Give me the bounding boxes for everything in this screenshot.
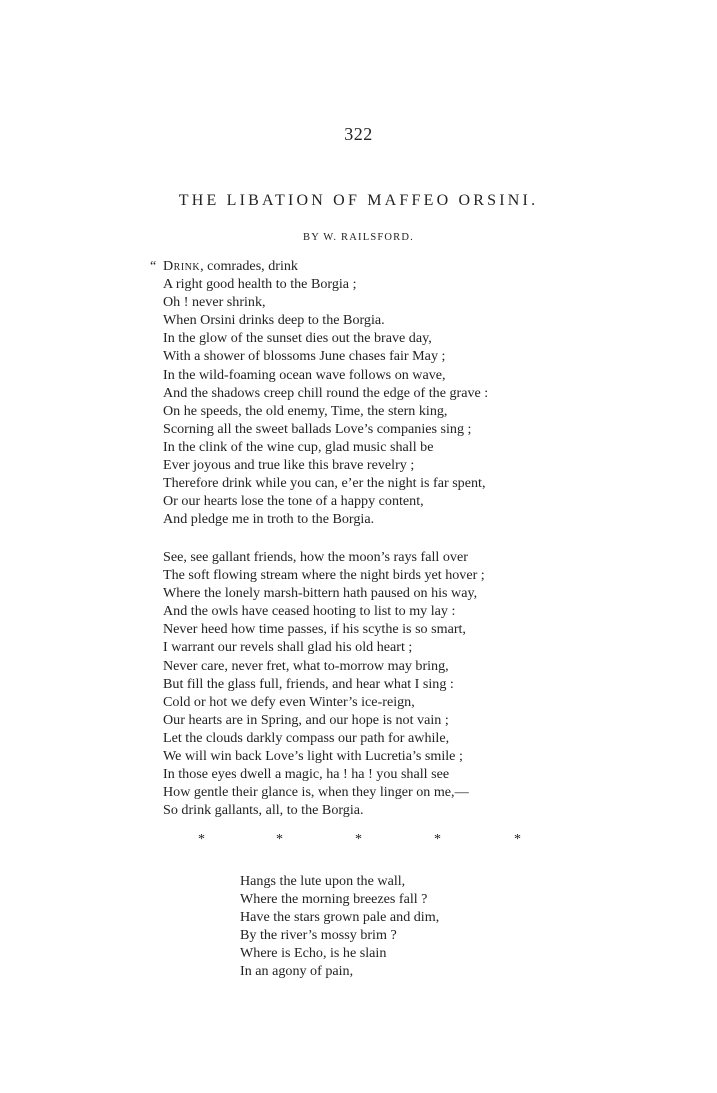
page-number: 322 [344, 124, 373, 144]
poem-line: See, see gallant friends, how the moon’s rays fall over [163, 549, 468, 565]
poem-line: And the owls have ceased hooting to list to my lay : [163, 603, 456, 620]
poem-line: Oh ! never shrink, [163, 294, 266, 311]
poem-line: In the wild-foaming ocean wave follows on wave, [163, 366, 446, 383]
poem-line: Therefore drink while you can, e’er the night is far spent, [163, 475, 486, 492]
stanza-2 [163, 548, 485, 819]
section-separator [0, 832, 717, 852]
poem-line: Never care, never fret, what to-morrow may bring, [163, 657, 449, 674]
poem-line: In an agony of pain, [240, 963, 354, 980]
poem-line: How gentle their glance is, when they linger on me,— [163, 784, 469, 801]
poem-line: Where is Echo, is he slain [240, 945, 387, 962]
poem-line: The soft flowing stream where the night birds yet hover ; [163, 567, 485, 584]
poem-line: And the shadows creep chill round the edge of the grave : [163, 384, 489, 401]
separator-star: * [198, 832, 205, 847]
poem-line: By the river’s mossy brim ? [240, 927, 397, 944]
poem-line: So drink gallants, all, to the Borgia. [163, 802, 364, 819]
poem-line: Let the clouds darkly compass our path for awhile, [163, 729, 450, 746]
poem-line: A right good health to the Borgia ; [163, 276, 357, 293]
poem-line [150, 257, 488, 275]
poem-line: And pledge me in troth to the Borgia. [163, 511, 375, 528]
author-byline: BY W. RAILSFORD. [303, 232, 414, 243]
opening-quote: “ [150, 258, 157, 274]
poem-line: Ever joyous and true like this brave revelry ; [163, 457, 415, 474]
stanza-1 [150, 257, 489, 528]
separator-star: * [276, 832, 283, 847]
poem-line: We will win back Love’s light with Lucretia’s smile ; [163, 748, 463, 765]
poem-line: I warrant our revels shall glad his old heart ; [163, 639, 413, 656]
poem-line: Where the lonely marsh-bittern hath paused on his way, [163, 585, 478, 602]
poem-line: When Orsini drinks deep to the Borgia. [163, 312, 385, 329]
poem-title: THE LIBATION OF MAFFEO ORSINI. [178, 192, 539, 209]
separator-star: * [514, 832, 521, 847]
poem-line: Where the morning breezes fall ? [240, 891, 428, 908]
separator-star: * [355, 832, 362, 847]
poem-line: Never heed how time passes, if his scythe is so smart, [163, 621, 466, 638]
drop-word: Drink [163, 258, 201, 274]
poem-line: In the clink of the wine cup, glad music shall be [163, 438, 434, 455]
poem-line: Cold or hot we defy even Winter’s ice-reign, [163, 693, 415, 710]
poem-line: In the glow of the sunset dies out the brave day, [163, 330, 432, 347]
first-line-rest: , comrades, drink [200, 258, 298, 274]
poem-line: With a shower of blossoms June chases fair May ; [163, 348, 446, 365]
poem-line: Hangs the lute upon the wall, [240, 873, 406, 889]
poem-line: Our hearts are in Spring, and our hope is not vain ; [163, 711, 449, 728]
poem-line: Or our hearts lose the tone of a happy content, [163, 493, 424, 510]
poem-line: Have the stars grown pale and dim, [240, 909, 440, 926]
poem-line: On he speeds, the old enemy, Time, the stern king, [163, 402, 448, 419]
poem-line: But fill the glass full, friends, and hear what I sing : [163, 675, 454, 692]
stanza-3 [240, 872, 439, 981]
separator-star: * [434, 832, 441, 847]
poem-line: In those eyes dwell a magic, ha ! ha ! you shall see [163, 766, 450, 783]
poem-line: Scorning all the sweet ballads Love’s companies sing ; [163, 420, 472, 437]
